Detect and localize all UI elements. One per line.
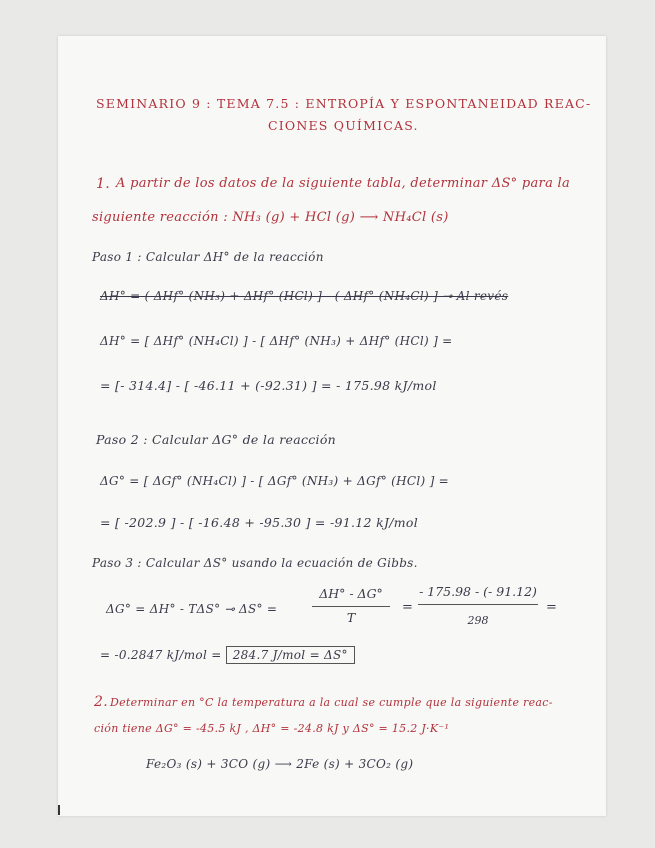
step3-fraction2-bar [418,604,538,605]
step1-equation-2: ΔH° = [ ΔHf° (NH₄Cl) ] - [ ΔHf° (NH₃) + ΔHf° (HCl) ] = [100,334,453,348]
step2-equation-2: = [ -202.9 ] - [ -16.48 + -95.30 ] = -91.12 kJ/mol [100,515,419,530]
problem2-number: 2. [94,694,108,710]
problem2-reaction: Fe₂O₃ (s) + 3CO (g) ⟶ 2Fe (s) + 3CO₂ (g) [146,757,414,771]
step3-result [100,648,355,662]
step1-heading: Paso 1 : Calcular ΔH° de la reacción [92,250,324,264]
step3-fraction1-denominator: T [346,610,356,625]
problem1-number: 1. [96,176,110,192]
problem2-statement-line2: ción tiene ΔG° = -45.5 kJ , ΔH° = -24.8 kJ y ΔS° = 15.2 J·K⁻¹ [94,722,450,735]
step3-gibbs-relation: ΔG° = ΔH° - TΔS° ⊸ ΔS° = [106,602,278,616]
step3-fraction2-numerator: - 175.98 - (- 91.12) [419,584,537,599]
step1-equation-1-text: ΔH° = ( ΔHf° (NH₃) + ΔHf° (HCl) ] - ( ΔHf° (NH₄Cl) ] ⊸ Al revés [100,289,509,303]
problem2-statement-line1: Determinar en °C la temperatura a la cual se cumple que la siguiente reac- [110,696,553,709]
step2-heading: Paso 2 : Calcular ΔG° de la reacción [96,432,337,447]
page-edge-mark [58,805,60,815]
step3-fraction2-denominator: 298 [467,614,489,627]
step2-equation-1: ΔG° = [ ΔGf° (NH₄Cl) ] - [ ΔGf° (NH₃) + ΔGf° (HCl) ] = [100,474,450,488]
problem1-statement-line1: A partir de los datos de la siguiente tabla, determinar ΔS° para la [116,176,571,191]
problem1-statement-line2: siguiente reacción : NH₃ (g) + HCl (g) ⟶ NH₄Cl (s) [92,210,449,225]
step3-fraction1-numerator: ΔH° - ΔG° [319,586,383,601]
step3-equals-end: = [546,600,558,615]
step1-equation-1 [100,289,508,303]
step3-fraction1-bar [312,606,390,607]
step3-result-boxed: 284.7 J/mol = ΔS° [226,646,355,664]
step3-heading: Paso 3 : Calcular ΔS° usando la ecuación de Gibbs. [92,556,418,570]
step1-equation-3: = [- 314.4] - [ -46.11 + (-92.31) ] = - 175.98 kJ/mol [100,378,437,393]
equals-sign: = [402,600,414,615]
step3-result-prefix: = -0.2847 kJ/mol = [100,648,222,662]
page-title-line1: SEMINARIO 9 : TEMA 7.5 : ENTROPÍA Y ESPONTANEIDAD REAC- [96,96,592,111]
page-title-line2: CIONES QUÍMICAS. [268,118,419,133]
